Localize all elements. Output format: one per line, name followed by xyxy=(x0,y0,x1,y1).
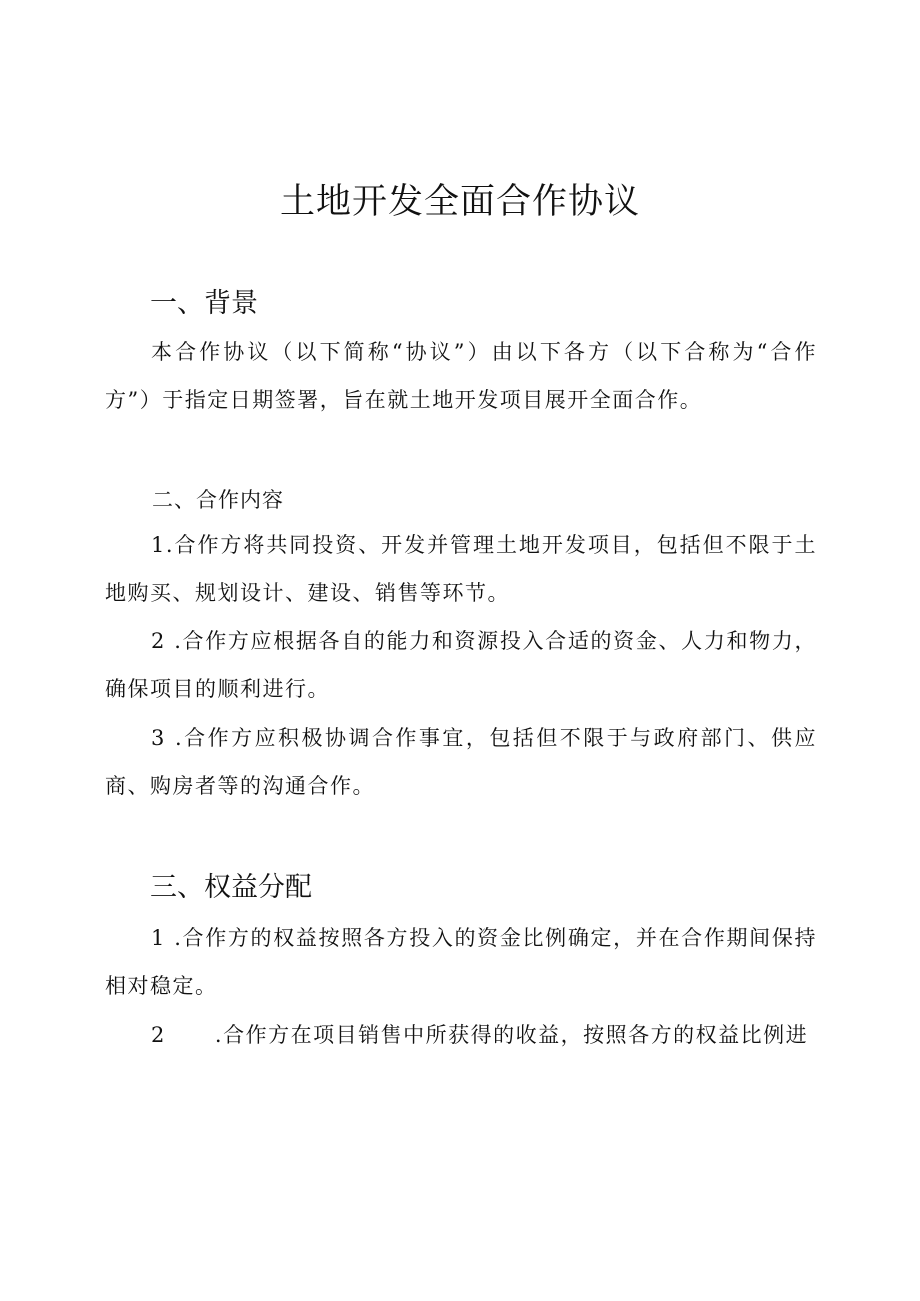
section-heading-cooperation-content: 二、合作内容 xyxy=(152,488,284,512)
paragraph-background: 本合作协议（以下简称“协议”）由以下各方（以下合称为“合作方”）于指定日期签署，旨在就土地开发项目展开全面合作。 xyxy=(105,340,817,412)
paragraph-cooperation-3: 3 .合作方应积极协调合作事宜，包括但不限于与政府部门、供应商、购房者等的沟通合作。 xyxy=(105,726,817,798)
paragraph-rights-1: 1 .合作方的权益按照各方投入的资金比例确定，并在合作期间保持相对稳定。 xyxy=(105,926,817,998)
document-title: 土地开发全面合作协议 xyxy=(279,182,640,222)
section-heading-rights-distribution: 三、权益分配 xyxy=(150,872,312,903)
section-heading-background: 一、背景 xyxy=(150,288,258,319)
paragraph-cooperation-2: 2 .合作方应根据各自的能力和资源投入合适的资金、人力和物力，确保项目的顺利进行。 xyxy=(105,629,817,701)
paragraph-rights-2: 2 .合作方在项目销售中所获得的收益，按照各方的权益比例进 xyxy=(151,1023,809,1047)
paragraph-cooperation-1: 1.合作方将共同投资、开发并管理土地开发项目，包括但不限于土地购买、规划设计、建设、销售等环节。 xyxy=(105,533,817,605)
